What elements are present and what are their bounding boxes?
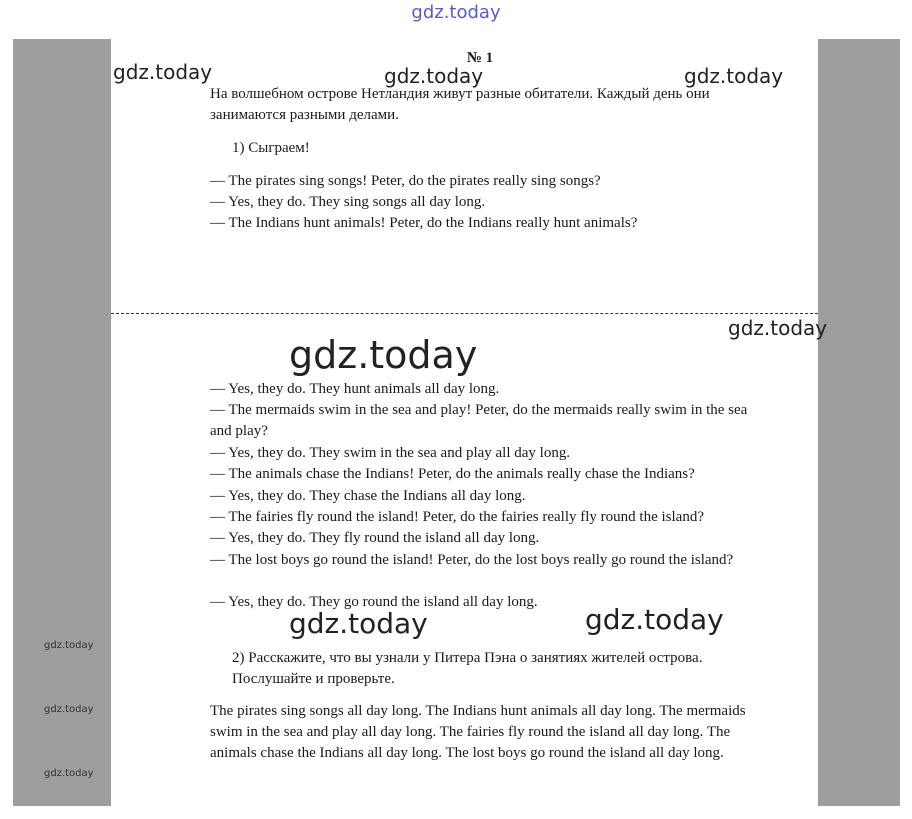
right-margin-bar: [818, 39, 900, 806]
watermark-small: gdz.today: [44, 640, 94, 651]
watermark: gdz.today: [728, 316, 828, 340]
watermark: gdz.today: [113, 60, 213, 84]
dialogue-line: — The lost boys go round the island! Peter, do the lost boys really go round the island?: [210, 552, 734, 568]
dialogue-line: — The pirates sing songs! Peter, do the pirates really sing songs?: [210, 173, 601, 189]
watermark: gdz.today: [289, 607, 428, 640]
left-margin-bar: [13, 39, 111, 806]
dialogue-line: — The fairies fly round the island! Peter, do the fairies really fly round the island?: [210, 509, 704, 525]
part2-label: 2) Расскажите, что вы узнали у Питера Пэна о занятиях жителей острова. Послушайте и проверьте.: [232, 650, 703, 687]
watermark: gdz.today: [384, 64, 484, 88]
dialogue-line: — Yes, they do. They go round the island all day long.: [210, 594, 538, 610]
watermark: gdz.today: [289, 333, 478, 377]
part1-label: 1) Сыграем!: [232, 140, 310, 156]
dialogue-line: — The Indians hunt animals! Peter, do the Indians really hunt animals?: [210, 215, 638, 231]
part2-answer: The pirates sing songs all day long. The Indians hunt animals all day long. The mermaids swim in the sea and play all day long. The fairies fly round the island all day long. The animals chase the Indians all day long. The lost boys go round the island all day long.: [210, 703, 746, 761]
watermark: gdz.today: [585, 603, 724, 636]
dialogue-line: — Yes, they do. They sing songs all day long.: [210, 194, 486, 210]
watermark-small: gdz.today: [44, 768, 94, 779]
dialogue-line: — Yes, they do. They chase the Indians all day long.: [210, 488, 526, 504]
task-intro: На волшебном острове Нетландия живут разные обитатели. Каждый день они занимаются разными делами.: [210, 86, 710, 123]
watermark-top: gdz.today: [411, 2, 501, 23]
dialogue-line: — Yes, they do. They fly round the island all day long.: [210, 530, 540, 546]
dialogue-line: — The animals chase the Indians! Peter, do the animals really chase the Indians?: [210, 466, 695, 482]
page-break-divider: [111, 313, 818, 314]
watermark: gdz.today: [684, 64, 784, 88]
dialogue-line: — Yes, they do. They swim in the sea and play all day long.: [210, 445, 571, 461]
task-number: № 1: [466, 50, 494, 66]
watermark-small: gdz.today: [44, 704, 94, 715]
dialogue-line: — Yes, they do. They hunt animals all day long.: [210, 381, 500, 397]
dialogue-line: — The mermaids swim in the sea and play! Peter, do the mermaids really swim in the sea and play?: [210, 402, 748, 439]
